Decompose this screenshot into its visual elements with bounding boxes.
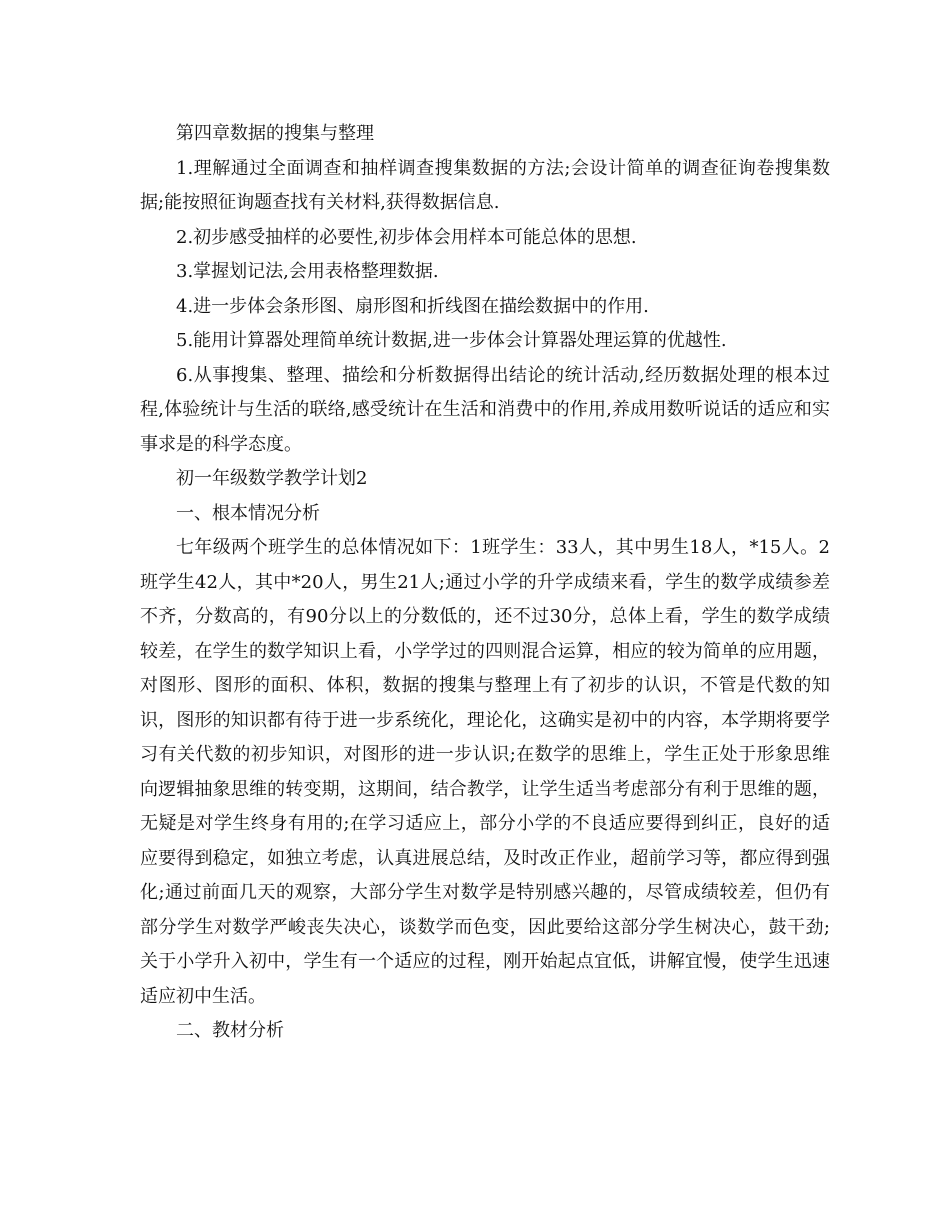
objective-item-2: 2.初步感受抽样的必要性,初步体会用样本可能总体的思想. [176, 226, 637, 248]
section-heading-2: 二、教材分析 [176, 1020, 284, 1041]
objective-item-1: 1.理解通过全面调查和抽样调查搜集数据的方法;会设计简单的调查征询卷搜集数据;能按照征询题查找有关材料,获得数据信息. [140, 157, 830, 213]
objective-item-4: 4.进一步体会条形图、扇形图和折线图在描绘数据中的作用. [176, 295, 649, 317]
document-body [140, 117, 830, 1049]
section-heading-1: 一、根本情况分析 [176, 502, 320, 524]
objective-item-3: 3.掌握划记法,会用表格整理数据. [176, 261, 439, 282]
objective-item-5: 5.能用计算器处理简单统计数据,进一步体会计算器处理运算的优越性. [176, 330, 727, 351]
chapter-heading: 第四章数据的搜集与整理 [176, 123, 374, 144]
objective-item-6: 6.从事搜集、整理、描绘和分析数据得出结论的统计活动,经历数据处理的根本过程,体验统计与生活的联络,感受统计在生活和消费中的作用,养成用数听说话的适应和实事求是的科学态度。 [140, 364, 830, 455]
situation-analysis-paragraph: 七年级两个班学生的总体情况如下：1班学生：33人，其中男生18人，*15人。2班学生42人，其中*20人，男生21人;通过小学的升学成绩来看，学生的数学成绩参差不齐，分数高的，有90分以上的分数低的，还不过30分，总体上看，学生的数学成绩较差，在学生的数学知识上看，小学学过的四则混合运算，相应的较为简单的应用题，对图形、图形的面积、体积，数据的搜集与整理上有了初步的认识，不管是代数的知识，图形的知识都有待于进一步系统化，理论化，这确实是初中的内容，本学期将要学习有关代数的初步知识，对图形的进一步认识;在数学的思维上，学生正处于形象思维向逻辑抽象思维的转变期，这期间，结合教学，让学生适当考虑部分有利于思维的题，无疑是对学生终身有用的;在学习适应上，部分小学的不良适应要得到纠正，良好的适应要得到稳定，如独立考虑，认真进展总结，及时改正作业，超前学习等，都应得到强化;通过前面几天的观察，大部分学生对数学是特别感兴趣的，尽管成绩较差，但仍有部分学生对数学严峻丧失决心，谈数学而色变，因此要给这部分学生树决心，鼓干劲;关于小学升入初中，学生有一个适应的过程，刚开始起点宜低，讲解宜慢，使学生迅速适应初中生活。 [140, 537, 830, 1007]
plan-title: 初一年级数学教学计划2 [176, 468, 368, 489]
